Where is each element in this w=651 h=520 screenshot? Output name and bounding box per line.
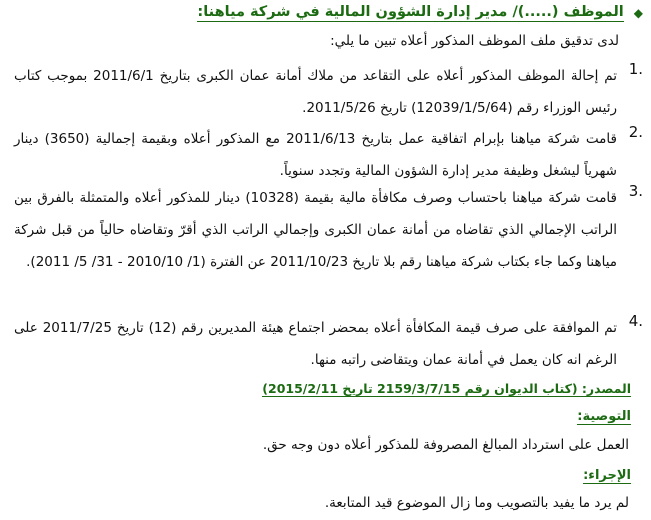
list-item <box>14 312 643 376</box>
item-number: 4. <box>628 312 643 330</box>
item-number: 3. <box>628 182 643 200</box>
item-text: قامت شركة مياهنا باحتساب وصرف مكافأة مالية بقيمة (10328) دينار للمذكور أعلاه والمتمثلة بالفرق بين الراتب الإجمالي الذي تقاضاه من أمانة عمان الكبرى وإجمالي الراتب الذي أقرّ وتقاضاه حالياً من قبل شركة مياهنا وكما جاء بكتاب شركة مياهنا رقم بلا تاريخ 2011/10/23 عن الفترة (1/ 2010/10 - 31/ 5/ 2011). <box>14 190 617 270</box>
diamond-bullet-icon: ◆ <box>633 6 643 20</box>
item-number: 1. <box>628 60 643 78</box>
list-item <box>14 182 643 278</box>
intro-text: لدى تدقيق ملف الموظف المذكور أعلاه تبين ما يلي: <box>330 33 619 49</box>
list-item <box>14 123 643 187</box>
recommendation-title: التوصية: <box>577 409 631 424</box>
item-text: قامت شركة مياهنا بإبرام اتفاقية عمل بتاريخ 2011/6/13 مع المذكور أعلاه وبقيمة إجمالية (3650) دينار شهرياً ليشغل وظيفة مدير إدارة الشؤون المالية وتجدد سنوياً. <box>14 131 617 179</box>
action-text: لم يرد ما يفيد بالتصويب وما زال الموضوع قيد المتابعة. <box>324 495 629 511</box>
item-text: تم الموافقة على صرف قيمة المكافأة أعلاه بمحضر اجتماع هيئة المديرين رقم (12) تاريخ 2011/7/25 على الرغم انه كان يعمل في أمانة عمان ويتقاضى راتبه منها. <box>14 320 617 368</box>
source-reference: المصدر: (كتاب الديوان رقم 2159/3/7/15 تاريخ 2015/2/11) <box>262 381 631 396</box>
item-text: تم إحالة الموظف المذكور أعلاه على التقاعد من ملاك أمانة عمان الكبرى بتاريخ 2011/6/1 بموجب كتاب رئيس الوزراء رقم (12039/1/5/64) تاريخ 2011/5/26. <box>14 68 617 116</box>
item-number: 2. <box>628 123 643 141</box>
action-title: الإجراء: <box>583 468 631 483</box>
heading-text: الموظف (.....)/ مدير إدارة الشؤون المالية في شركة مياهنا: <box>197 4 624 20</box>
list-item <box>14 60 643 124</box>
recommendation-text: العمل على استرداد المبالغ المصروفة للمذكور أعلاه دون وجه حق. <box>262 437 629 453</box>
heading <box>8 4 643 22</box>
